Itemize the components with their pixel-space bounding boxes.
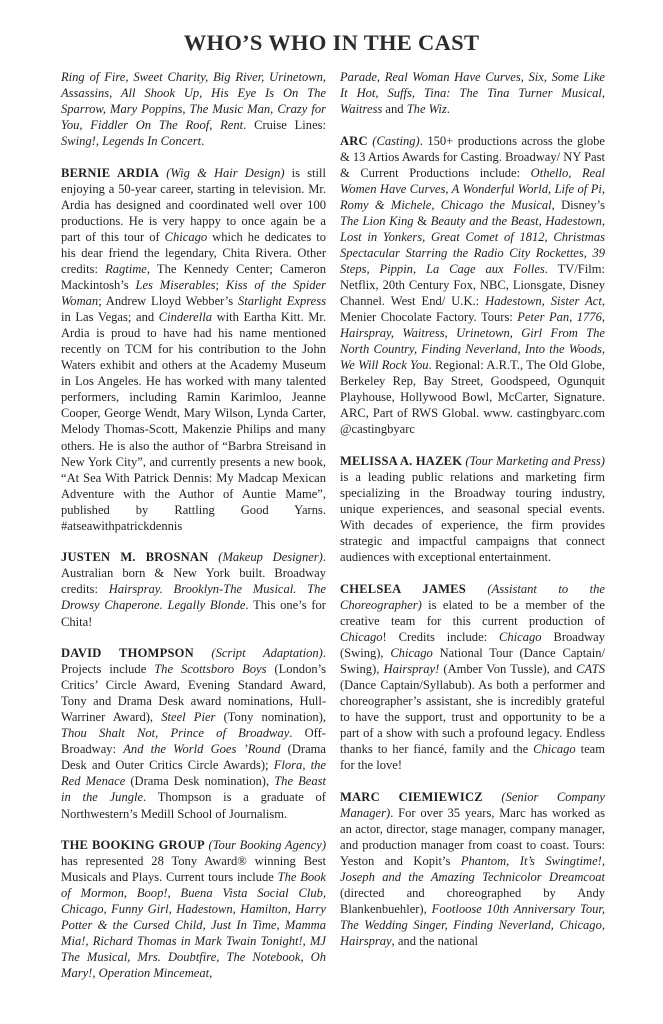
italic-title: (Wig & Hair Design)	[159, 165, 285, 180]
italic-title: (Tour Marketing and Press)	[462, 454, 605, 469]
bio-name: CHELSEA JAMES	[340, 581, 466, 596]
italic-title: (Script Adaptation)	[193, 646, 323, 661]
bio-arc	[340, 133, 605, 438]
bio-text: is elated to be a member of the creative team for this current production of	[340, 597, 605, 628]
bio-text: in Las Vegas; and	[61, 310, 159, 325]
italic-title: Les Miserables	[135, 278, 216, 293]
italic-title: Parade, Real Woman Have Curves, Six, Some Like It Hot, Suffs, Tina: The Tina Turner Musical, Waitress	[340, 70, 605, 117]
italic-title: (Senior Company Manager)	[340, 789, 605, 820]
italic-title: Swing!, Legends In Concert	[61, 134, 202, 149]
bio-text: &	[413, 213, 431, 228]
italic-title: The Lion King	[340, 213, 414, 228]
bio-text: has represented 28 Tony Award® winning Best Musicals and Plays. Current tours include	[61, 854, 326, 885]
bio-text: . Cruise Lines:	[243, 118, 327, 133]
bio-name: THE BOOKING GROUP	[61, 838, 205, 853]
right-column	[340, 69, 605, 997]
bio-marc-ciemiewicz	[340, 789, 605, 949]
bio-text: ;	[215, 278, 226, 293]
bio-name: MELISSA A. HAZEK	[340, 454, 463, 469]
bio-name: ARC	[340, 133, 368, 148]
italic-title: Chicago	[533, 742, 576, 757]
bio-text: . For over 35 years, Marc has worked as an actor, director, stage manager, company manager, and production manager from coast to coast. Tours: Yeston and Kopit’s	[340, 805, 605, 869]
bio-text: .	[201, 134, 205, 149]
bio-text: Broadway (Swing),	[340, 630, 606, 661]
bio-text: , Menier Chocolate Factory. Tours:	[340, 294, 606, 325]
bio-columns	[61, 69, 605, 997]
italic-title: Peter Pan, 1776, Hairspray, Waitress, Urinetown, Girl From The North Country, Finding Neverland, Into the Woods, We Will Rock You	[340, 310, 605, 373]
bio-text: , The Kennedy Center; Cameron Mackintosh’s	[61, 262, 326, 293]
bio-melissa-a-hazek	[340, 453, 605, 565]
bio-bernie-ardia	[61, 165, 326, 534]
italic-title: Kiss of the Spider Woman	[61, 278, 326, 309]
italic-title: Hairspray. Brooklyn-The Musical. The Drowsy Chaperone. Legally Blonde	[61, 582, 326, 613]
italic-title: The Scottsboro Boys	[154, 662, 267, 677]
italic-title: Ring of Fire, Sweet Charity, Big River, Urinetown, Assassins, All Shook Up, His Eye Is On The Sparrow, Mary Poppins, The Music Man, Crazy for You, Fiddler On The Roof, Rent	[61, 70, 326, 133]
bio-text: (Amber Von Tussle), and	[439, 662, 577, 677]
italic-title: The Wiz	[406, 102, 447, 117]
italic-title: Beauty and the Beast, Hadestown, Lost in Yonkers, Great Comet of 1812, Christmas Spectacular Starring the Radio City Rockettes, 39 Steps, Pippin, La Cage aux Folles	[340, 213, 605, 277]
bio-continued-bio	[61, 69, 326, 149]
italic-title: Cinderella	[158, 310, 212, 325]
bio-text: . TV/Film: Netflix, 20th Century Fox, NBC, Lionsgate, Disney Channel. West End/ U.K.:	[340, 262, 605, 309]
italic-title: (Casting)	[367, 133, 420, 148]
bio-the-booking-group	[61, 837, 326, 981]
bio-text: (Drama Desk and Outer Critics Circle Awards);	[61, 742, 326, 773]
bio-text: , and the national	[391, 934, 479, 949]
italic-title: The Beast in the Jungle	[61, 774, 326, 805]
bio-text: is still enjoying a 50-year career, starting in television. Mr. Ardia has designed and coordinated well over 100 productions. He is very happy to once again be a part of this tour of	[61, 165, 326, 244]
italic-title: CATS	[576, 662, 605, 677]
bio-name: DAVID THOMPSON	[61, 646, 194, 661]
italic-title: Othello, Real Women Have Curves, A Wonderful World, Life of Pi, Romy & Michele, Chicago the Musical	[340, 165, 605, 212]
italic-title: (Makeup Designer)	[208, 550, 323, 565]
bio-text: is a leading public relations and marketing firm specializing in the Broadway touring industry, unique experiences, and seasonal special events. With decades of experience, the firm provides strategic and impactful campaigns that connect audiences with exceptional entertainment.	[340, 470, 605, 565]
bio-text: . 150+ productions across the globe & 13 Artios Awards for Casting. Broadway/ NY Past & Current Productions include:	[340, 133, 605, 180]
bio-text: team for the love!	[340, 742, 605, 773]
bio-text: with Eartha Kitt. Mr. Ardia is proud to have had his name mentioned recently on TCM for his contribution to the John Waters exhibit and others at the Academy Museum in Los Angeles. He has worked with many talented performers, including Ramin Karimloo, Jeanne Cooper, George Wendt, Mary Wilson, Lynda Carter, Melody Thomas-Scott, Makenzie Philips and many others. He is also the author of “Barbra Streisand in New York City”, and currently presents a new book, “At Sea With Patrick Dennis: My Madcap Mexican Adventure with the Author of Auntie Mame”, published by Rattling Good Yarns. #atseawithpatrickdennis	[61, 310, 326, 533]
bio-text: . Off-Broadway:	[61, 726, 326, 757]
bio-text: , Disney’s	[551, 197, 605, 212]
bio-david-thompson	[61, 645, 326, 822]
italic-title: Thou Shalt Not, Prince of Broadway	[61, 726, 290, 741]
italic-title: (Tour Booking Agency)	[204, 838, 327, 853]
bio-justen-m-brosnan	[61, 549, 326, 629]
bio-text: . This one’s for Chita!	[61, 598, 326, 629]
bio-text: ! Credits include:	[382, 630, 500, 644]
bio-text: (London’s Critics’ Circle Award, Evening Standard Award, Tony and Drama Desk award nominations, Hull-Warriner Award),	[61, 662, 326, 725]
bio-text: ; Andrew Lloyd Webber’s	[98, 294, 238, 309]
italic-title: Chicago	[340, 630, 383, 644]
italic-title: Chicago	[499, 630, 542, 644]
bio-text: . Australian born & New York built. Broadway credits:	[61, 550, 326, 597]
bio-name: JUSTEN M. BROSNAN	[61, 550, 209, 565]
italic-title: Hairspray!	[383, 662, 440, 677]
italic-title: (Assistant to the Choreographer)	[340, 581, 605, 612]
bio-name: MARC CIEMIEWICZ	[340, 789, 483, 804]
bio-text: (Drama Desk nomination),	[125, 774, 275, 789]
bio-text: (Tony nomination),	[215, 710, 327, 725]
italic-title: Footloose 10th Anniversary Tour, The Wedding Singer, Finding Neverland, Chicago, Hairspray	[340, 902, 606, 949]
italic-title: Steel Pier	[161, 710, 216, 725]
italic-title: Chicago	[164, 229, 208, 244]
left-column	[61, 69, 326, 997]
italic-title: Chicago	[390, 646, 433, 661]
bio-text: . Projects include	[61, 646, 326, 677]
bio-text: .	[446, 102, 450, 117]
italic-title: Ragtime	[105, 262, 147, 277]
bio-chelsea-james	[340, 581, 605, 774]
italic-title: Hadestown, Sister Act	[485, 294, 602, 309]
bio-text: which he dedicates to his dear friend the legendary, Chita Rivera. Other credits:	[61, 229, 326, 277]
bio-text: (directed and choreographed by Andy Blankenbuehler),	[340, 886, 605, 917]
bio-text: (Dance Captain/Syllabub). As both a performer and choreographer’s assistant, she is incredibly grateful to have the support, trust and opportunity to be a part of a show with such a profound legacy. Endless thanks to her fiancé, family and the	[340, 678, 605, 757]
bio-booking-group-continued	[340, 69, 605, 117]
bio-name: BERNIE ARDIA	[61, 165, 160, 180]
italic-title: And the World Goes ’Round	[123, 742, 281, 757]
italic-title: Phantom, It’s Swingtime!, Joseph and the Amazing Technicolor Dreamcoat	[340, 854, 605, 885]
bio-text: . Thompson is a graduate of Northwestern’s Medill School of Journalism.	[61, 790, 326, 821]
bio-text: National Tour (Dance Captain/ Swing),	[340, 646, 605, 677]
page-title: WHO’S WHO IN THE CAST	[183, 30, 480, 55]
italic-title: Starlight Express	[237, 294, 326, 309]
bio-text: . Regional: A.R.T., The Old Globe, Berkeley Rep, Bay Street, Goodspeed, Ogunquit Playhouse, Hollywood Bowl, McCarter, Signature. ARC, Part of RWS Global. www. castingbyarc.com @castingbyarc	[340, 358, 605, 437]
italic-title: The Book of Mormon, Boop!, Buena Vista Social Club, Chicago, Funny Girl, Hadestown, Hamilton, Harry Potter & the Cursed Child, Just In Time, Mamma Mia!, Richard Thomas in Mark Twain Tonight!, MJ The Musical, Mrs. Doubtfire, The Notebook, Oh Mary!, Operation Mincemeat,	[61, 870, 326, 981]
bio-text: and	[382, 102, 407, 117]
italic-title: Flora, the Red Menace	[61, 758, 326, 789]
